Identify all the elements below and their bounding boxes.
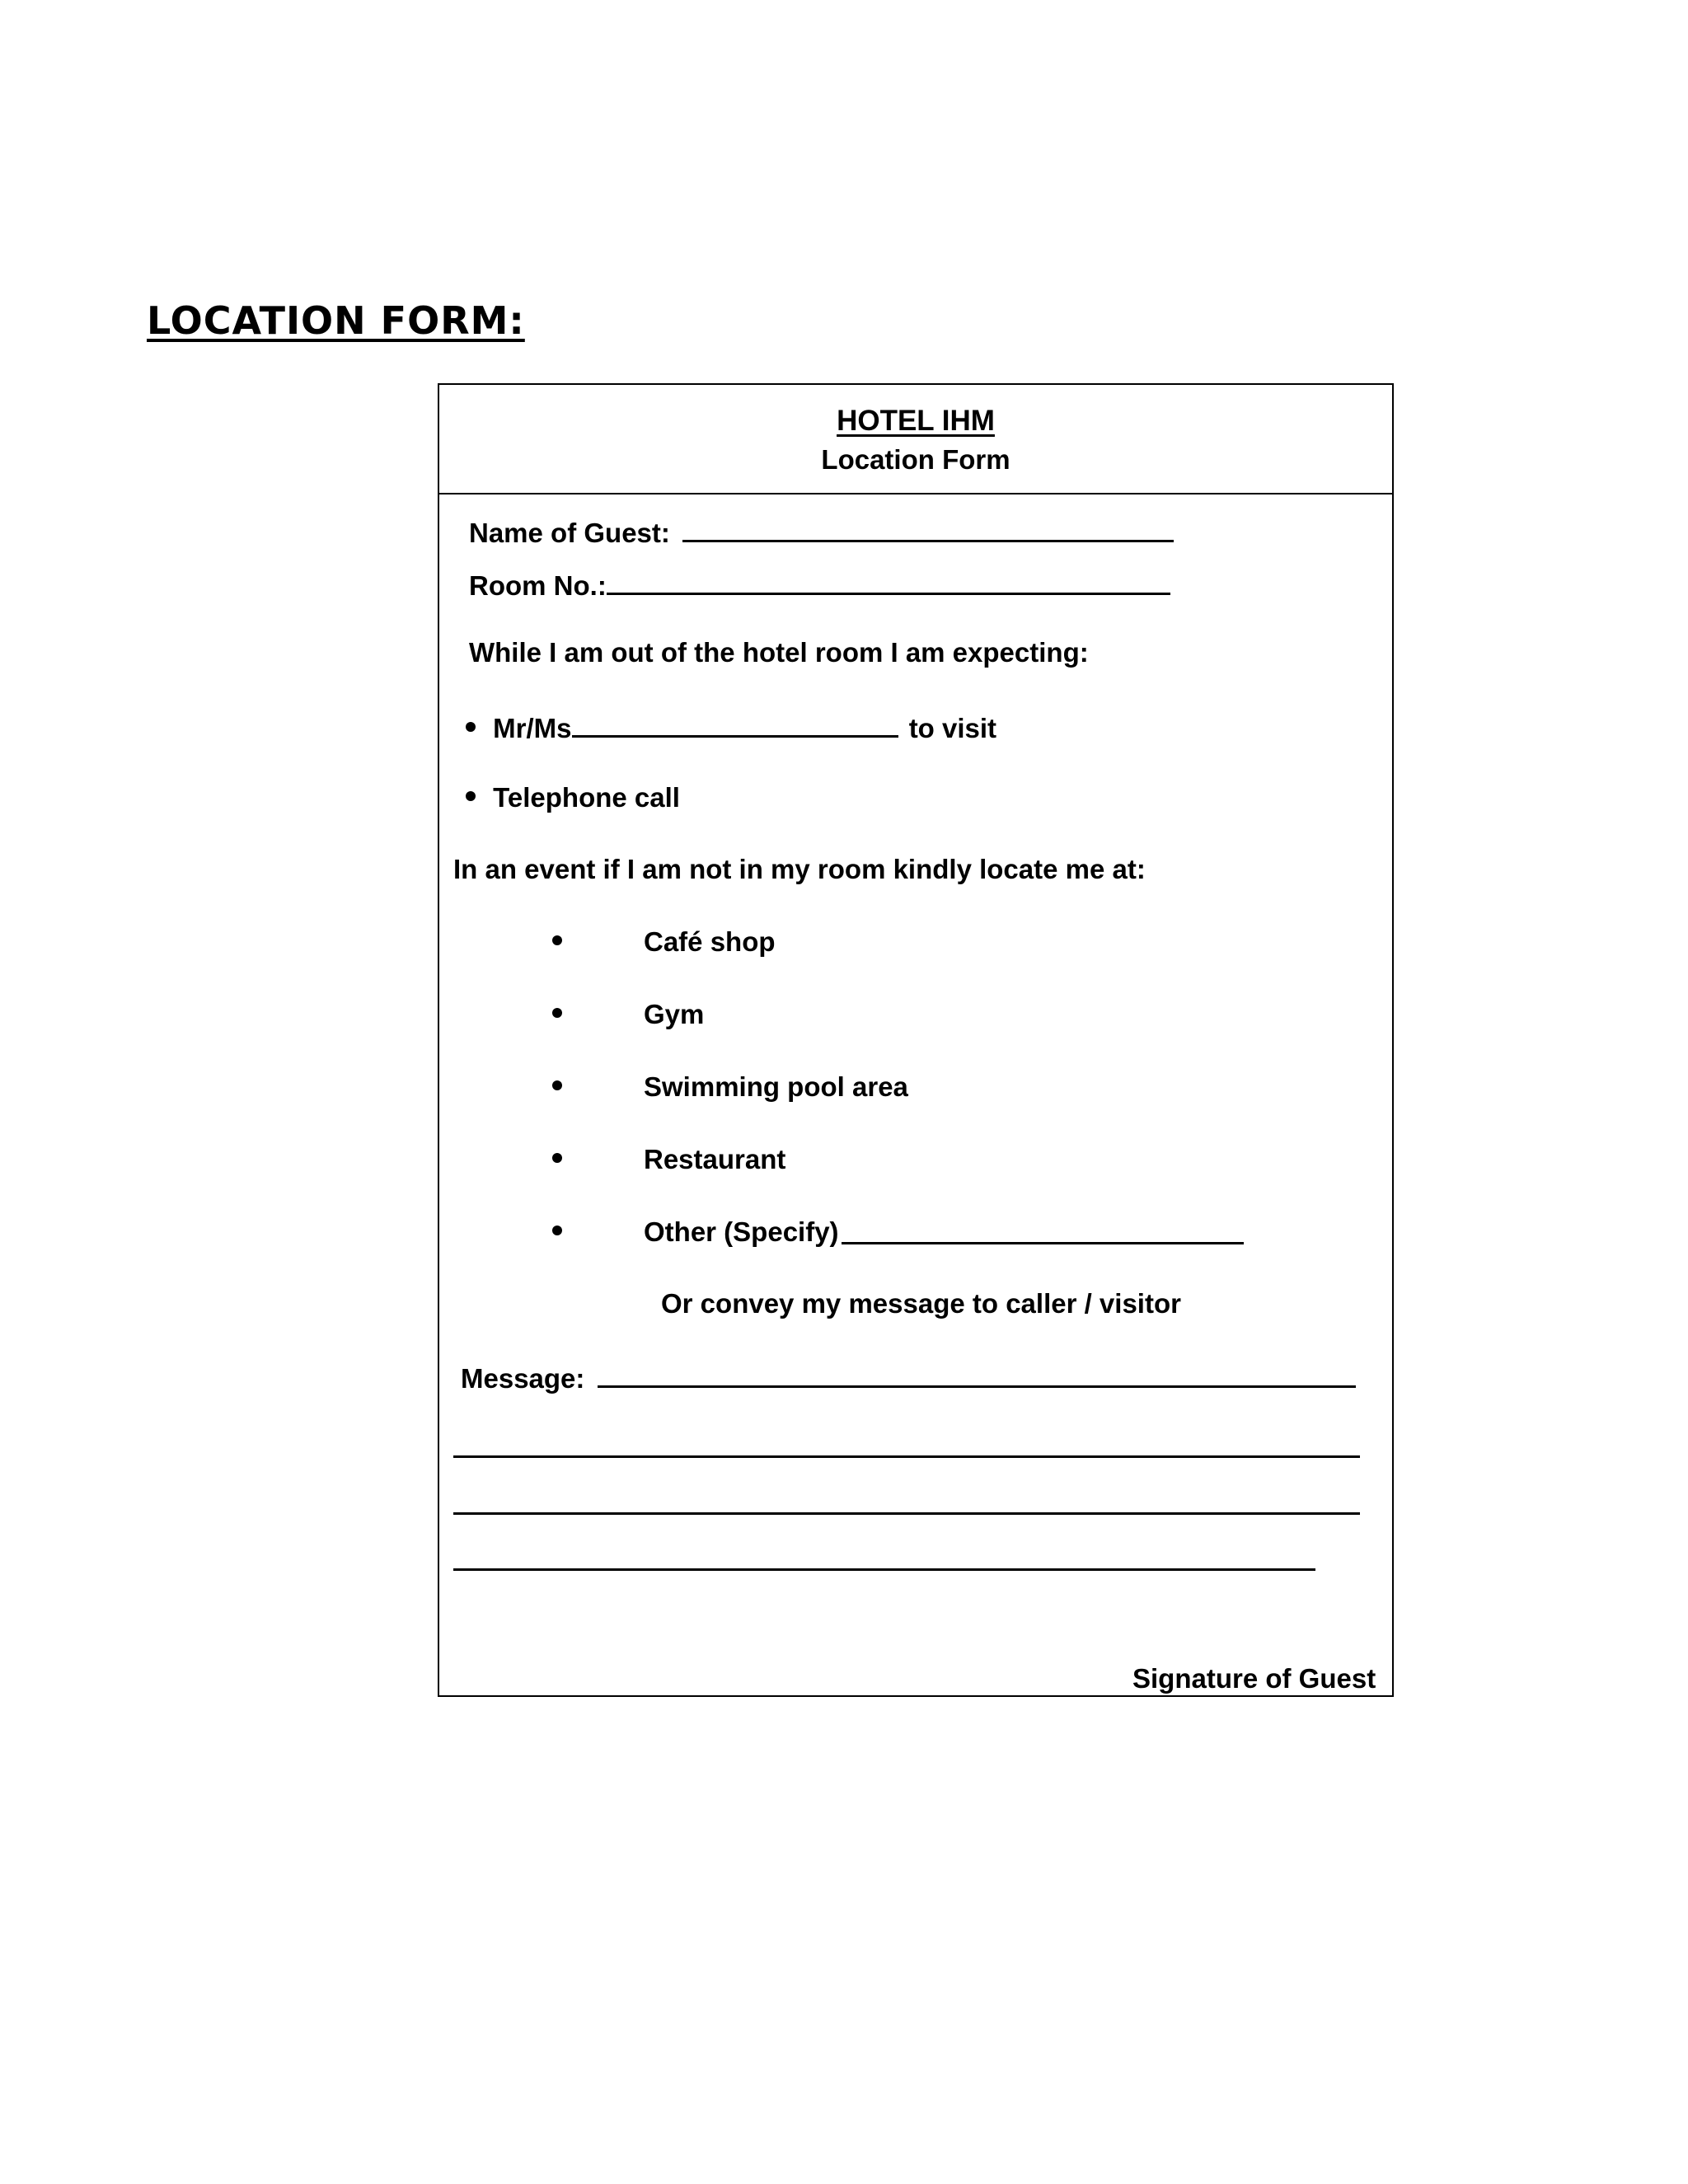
convey-message: Or convey my message to caller / visitor bbox=[661, 1288, 1181, 1319]
location-item bbox=[552, 926, 776, 958]
bullet-icon bbox=[552, 1226, 562, 1235]
bullet-icon bbox=[552, 1080, 562, 1090]
location-form-box bbox=[438, 383, 1394, 1697]
bullet-icon bbox=[466, 722, 476, 732]
room-no-row bbox=[469, 566, 1170, 602]
visitor-suffix: to visit bbox=[908, 713, 997, 743]
bullet-icon bbox=[552, 935, 562, 945]
page-heading: LOCATION FORM: bbox=[147, 298, 525, 343]
location-label: Café shop bbox=[644, 926, 776, 957]
other-location-field[interactable] bbox=[842, 1216, 1244, 1244]
guest-name-label: Name of Guest: bbox=[469, 518, 670, 548]
location-item-other bbox=[552, 1216, 1245, 1249]
visitor-row bbox=[466, 709, 996, 745]
visitor-name-field[interactable] bbox=[572, 709, 898, 738]
message-field[interactable] bbox=[598, 1359, 1356, 1388]
visitor-prefix: Mr/Ms bbox=[493, 713, 572, 743]
location-item bbox=[552, 1143, 786, 1176]
guest-name-row bbox=[469, 513, 1174, 550]
location-item bbox=[552, 998, 705, 1031]
location-label: Swimming pool area bbox=[644, 1071, 908, 1102]
message-row bbox=[461, 1359, 1356, 1395]
message-label: Message: bbox=[461, 1363, 585, 1394]
form-subtitle: Location Form bbox=[821, 444, 1010, 475]
room-no-label: Room No.: bbox=[469, 570, 607, 601]
hotel-name: HOTEL IHM bbox=[837, 405, 995, 437]
guest-name-field[interactable] bbox=[682, 513, 1174, 542]
room-no-field[interactable] bbox=[607, 566, 1170, 595]
bullet-icon bbox=[466, 791, 476, 801]
location-item bbox=[552, 1071, 908, 1104]
bullet-icon bbox=[552, 1153, 562, 1163]
telephone-label: Telephone call bbox=[493, 782, 680, 813]
location-label: Restaurant bbox=[644, 1144, 786, 1174]
message-line-2[interactable] bbox=[453, 1512, 1360, 1515]
form-header bbox=[439, 385, 1392, 494]
message-line-1[interactable] bbox=[453, 1455, 1360, 1458]
location-label: Other (Specify) bbox=[644, 1216, 839, 1247]
locate-intro: In an event if I am not in my room kindly locate me at: bbox=[453, 854, 1146, 884]
expecting-intro: While I am out of the hotel room I am expecting: bbox=[469, 637, 1089, 668]
location-label: Gym bbox=[644, 999, 705, 1029]
telephone-row bbox=[466, 781, 680, 814]
message-line-3[interactable] bbox=[453, 1568, 1315, 1571]
signature-label: Signature of Guest bbox=[1132, 1663, 1376, 1694]
bullet-icon bbox=[552, 1008, 562, 1018]
